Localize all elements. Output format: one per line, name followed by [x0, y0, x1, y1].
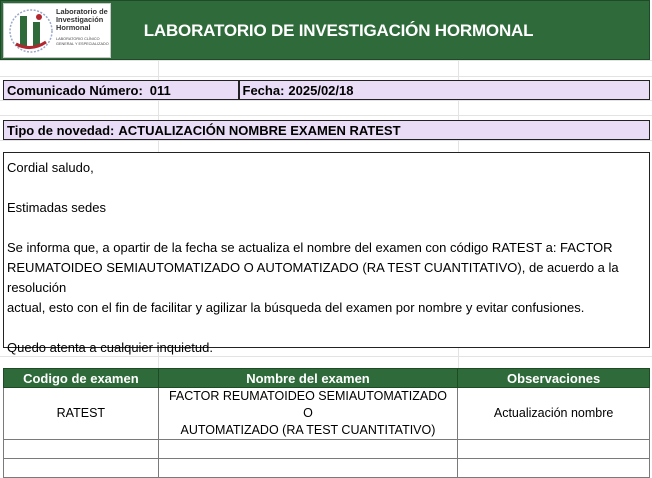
cell-nombre — [158, 388, 458, 440]
body-line-2: REUMATOIDEO SEMIAUTOMATIZADO O AUTOMATIZADO (RA TEST CUANTITATIVO), de acuerdo a la resolución — [7, 260, 619, 295]
body-line-1: Se informa que, a opartir de la fecha se actualiza el nombre del examen con código RATEST a: FACTOR — [7, 240, 613, 255]
logo-line-2: Investigación — [56, 14, 104, 24]
cell-observaciones: Actualización nombre — [458, 388, 650, 440]
table-header-row — [4, 369, 650, 388]
greeting: Cordial saludo, — [7, 160, 94, 175]
cell-codigo: RATEST — [4, 388, 159, 440]
lab-logo-icon — [8, 8, 54, 54]
novedad-label: Tipo de novedad: — [7, 122, 115, 138]
document-header — [0, 0, 650, 60]
comunicado-numero-value: 011 — [149, 82, 171, 98]
table-row-empty — [4, 440, 650, 459]
grid-line — [0, 115, 652, 116]
page-title: LABORATORIO DE INVESTIGACIÓN HORMONAL — [143, 21, 534, 40]
fecha-value: 2025/02/18 — [288, 82, 354, 98]
cell-nombre-line-2: AUTOMATIZADO (RA TEST CUANTITATIVO) — [180, 423, 436, 437]
lab-logo — [3, 3, 111, 58]
closing: Quedo atenta a cualquier inquietud. — [7, 340, 213, 355]
novedad-value: ACTUALIZACIÓN NOMBRE EXAMEN RATEST — [118, 122, 401, 138]
column-header-observaciones: Observaciones — [458, 369, 650, 388]
body-line-3: actual, esto con el fin de facilitar y agilizar la búsqueda del examen por nombre y evitar confusiones. — [7, 300, 585, 315]
cell-nombre-line-1: FACTOR REUMATOIDEO SEMIAUTOMATIZADO O — [168, 389, 447, 420]
novedad-cell — [4, 121, 401, 139]
column-header-codigo: Codigo de examen — [4, 369, 159, 388]
table-row-empty — [4, 459, 650, 478]
table-row — [4, 388, 650, 440]
comunicado-numero-label: Comunicado Número: — [7, 82, 143, 98]
exam-table — [3, 368, 650, 478]
logo-subtitle: LABORATORIO CLÍNICO GENERAL Y ESPECIALIZADO — [56, 37, 109, 46]
logo-line-3: Hormonal — [56, 22, 91, 32]
grid-line — [0, 76, 652, 77]
column-header-nombre: Nombre del examen — [158, 369, 458, 388]
grid-line — [0, 100, 652, 101]
salutation: Estimadas sedes — [7, 200, 106, 215]
comunicado-bar — [3, 80, 650, 100]
fecha-label: Fecha: — [242, 82, 285, 98]
lab-logo-text — [56, 8, 112, 31]
message-body — [3, 152, 650, 355]
grid-line — [0, 140, 652, 141]
logo-line-1: Laboratorio de — [56, 7, 108, 16]
comunicado-numero-cell — [4, 81, 238, 99]
novedad-bar — [3, 120, 650, 140]
fecha-cell — [240, 81, 650, 99]
